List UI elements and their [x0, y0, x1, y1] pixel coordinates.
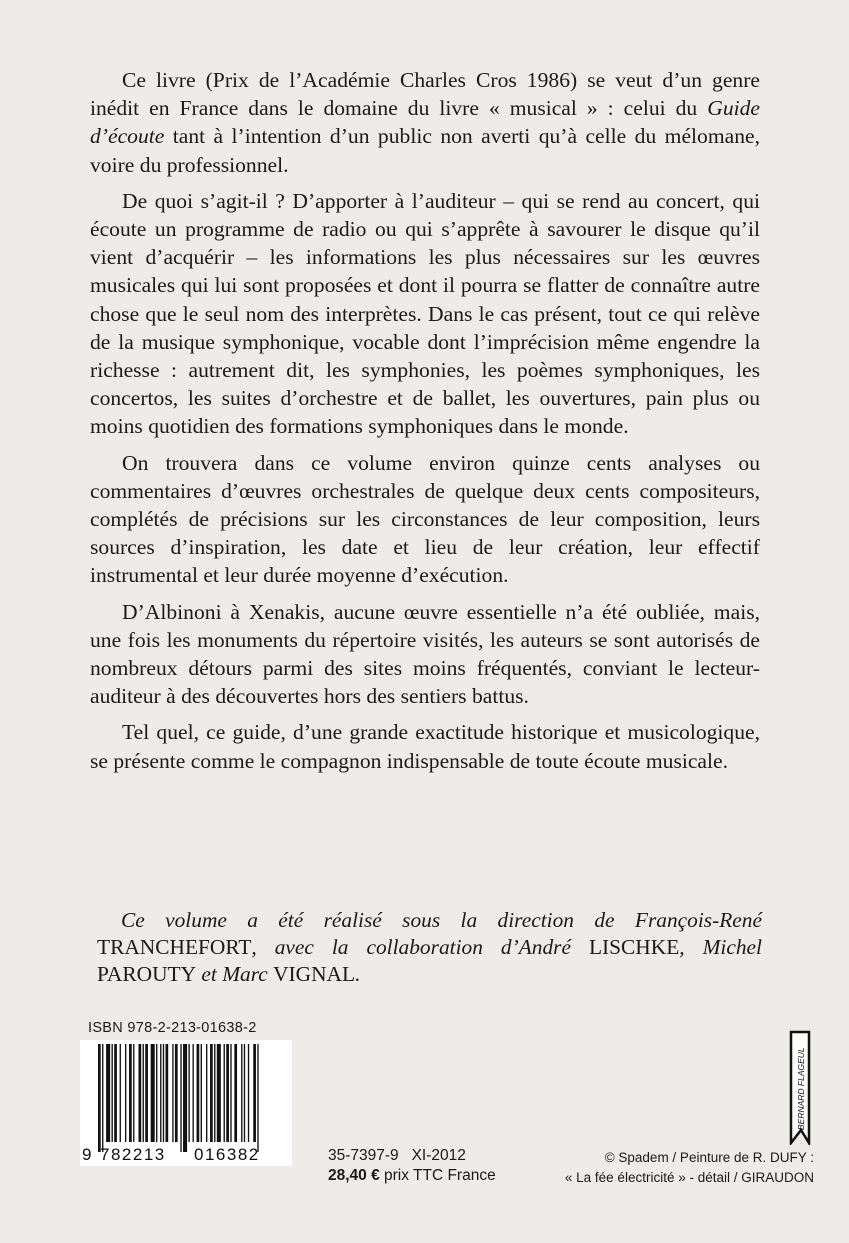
barcode-bar: [180, 1044, 181, 1152]
editor-name: TRANCHEFORT: [97, 935, 252, 959]
paragraph-1-text-a: Ce livre (Prix de l’Académie Charles Cros 1986) se veut d’un genre inédit en France dans le domaine du livre « musical » : celui du: [90, 68, 760, 121]
credit-text-2: , avec la collaboration d’André: [251, 935, 589, 959]
cover-art-credit-line-2: « La fée électricité » - détail / GIRAUDON: [564, 1170, 814, 1185]
publisher-logo-text: BERNARD FLAGEUL: [796, 1047, 806, 1130]
barcode-bar: [102, 1044, 103, 1152]
paragraph-2: De quoi s’agit-il ? D’apporter à l’auditeur – qui se rend au concert, qui écoute un programme de radio ou qui s’apprête à savourer le disque qu’il vient d’acquérir – les informations les plus nécessaires sur les œuvres musicales qui lui sont proposées et dont il pourra se flatter de connaître autre chose que le seul nom des interprètes. Dans le cas présent, tout ce qui relève de la musique symphonique, vocable dont l’imprécision même engendre la richesse : autrement dit, les symphonies, les poèmes symphoniques, les concertos, les suites d’orchestre et de ballet, les ouvertures, pain plus ou moins quotidien des formations symphoniques dans le monde.: [90, 188, 760, 439]
barcode-bar: [163, 1044, 164, 1142]
barcode-bar: [183, 1044, 187, 1152]
barcode-bar: [112, 1044, 113, 1142]
paragraph-1: [90, 66, 760, 179]
guide-title-italic: Guide d’écoute: [90, 96, 760, 149]
barcode-digits-right: 016382: [194, 1145, 260, 1164]
barcode-bar: [145, 1044, 148, 1142]
barcode-bar: [188, 1044, 189, 1142]
barcode-bar: [172, 1044, 173, 1142]
barcode-bar: [257, 1044, 258, 1152]
barcode-bar: [217, 1044, 221, 1142]
barcode-bar: [160, 1044, 161, 1142]
barcode-bar: [241, 1044, 242, 1142]
back-cover-blurb: [90, 66, 760, 783]
barcode-bar: [106, 1044, 110, 1142]
credit-text-3: , Michel: [679, 935, 762, 959]
collaborator-name-3: VIGNAL: [273, 962, 356, 986]
paragraph-5: Tel quel, ce guide, d’une grande exactitude historique et musicologique, se présente comme le compagnon indispensable de toute écoute musicale.: [90, 720, 760, 773]
paragraph-1-text-b: tant à l’intention d’un public non averti qu’à celle du mélomane, voire du professionnel.: [90, 124, 760, 177]
price-block: [328, 1146, 496, 1186]
barcode-bar: [98, 1044, 101, 1152]
barcode-bar: [226, 1044, 229, 1142]
paragraph-4: D’Albinoni à Xenakis, aucune œuvre essentielle n’a été oubliée, mais, une fois les monuments du répertoire visités, les auteurs se sont autorisés de nombreux détours parmi des sites moins fréquentés, conviant le lecteur-auditeur à des découvertes hors des sentiers battus.: [90, 599, 760, 709]
barcode-bar: [156, 1044, 157, 1142]
editorial-credit: [97, 907, 762, 988]
barcode-bar: [129, 1044, 132, 1142]
price-suffix: prix TTC France: [379, 1167, 496, 1184]
cover-art-credit: [565, 1148, 814, 1188]
credit-text-4: et Marc: [196, 962, 274, 986]
barcode-bar: [201, 1044, 202, 1142]
barcode-bar: [214, 1044, 215, 1142]
paragraph-3: On trouvera dans ce volume environ quinze cents analyses ou commentaires d’œuvres orchestrales de quelque deux cents compositeurs, complétés de précisions sur les circonstances de leur composition, leurs sources d’inspiration, les date et lieu de leur création, leur effectif instrumental et leur durée moyenne d’exécution.: [90, 450, 760, 588]
barcode-bar: [143, 1044, 144, 1142]
barcode-bar: [175, 1044, 178, 1142]
barcode-bar: [253, 1044, 256, 1142]
publisher-logo: [783, 1030, 817, 1145]
barcode-bar: [125, 1044, 126, 1142]
barcode-bar: [133, 1044, 134, 1142]
price-line: [328, 1166, 496, 1186]
barcode-bar: [210, 1044, 213, 1142]
barcode-bar: [166, 1044, 169, 1142]
barcode-bar: [114, 1044, 117, 1142]
barcode-bar: [224, 1044, 225, 1142]
credit-text-1: Ce volume a été réalisé sous la direction de François-René: [121, 908, 762, 932]
barcode-bar: [151, 1044, 155, 1142]
credit-text-5: .: [355, 962, 361, 986]
collaborator-name-2: PAROUTY: [97, 962, 197, 986]
barcode-bar: [234, 1044, 237, 1142]
barcode-bar: [206, 1044, 207, 1142]
barcode-bar: [193, 1044, 194, 1142]
barcode-bar: [197, 1044, 200, 1142]
isbn-label: ISBN 978-2-213-01638-2: [88, 1020, 257, 1036]
collaborator-name-1: LISCHKE: [588, 935, 680, 959]
barcode-bar: [230, 1044, 231, 1142]
price-value: 28,40 €: [328, 1167, 380, 1184]
barcode-bar: [139, 1044, 142, 1142]
barcode-digit-first: 9: [82, 1145, 92, 1164]
barcode-bar: [244, 1044, 245, 1142]
code-ref: 35-7397-9: [328, 1147, 399, 1164]
barcode: [80, 1040, 292, 1166]
barcode-digits-left: 782213: [100, 1145, 166, 1164]
edition-code: XI-2012: [411, 1147, 466, 1164]
reference-line: [328, 1146, 496, 1166]
barcode-bar: [248, 1044, 249, 1142]
cover-art-credit-line-1: © Spadem / Peinture de R. DUFY :: [604, 1150, 814, 1165]
barcode-bar: [120, 1044, 121, 1142]
